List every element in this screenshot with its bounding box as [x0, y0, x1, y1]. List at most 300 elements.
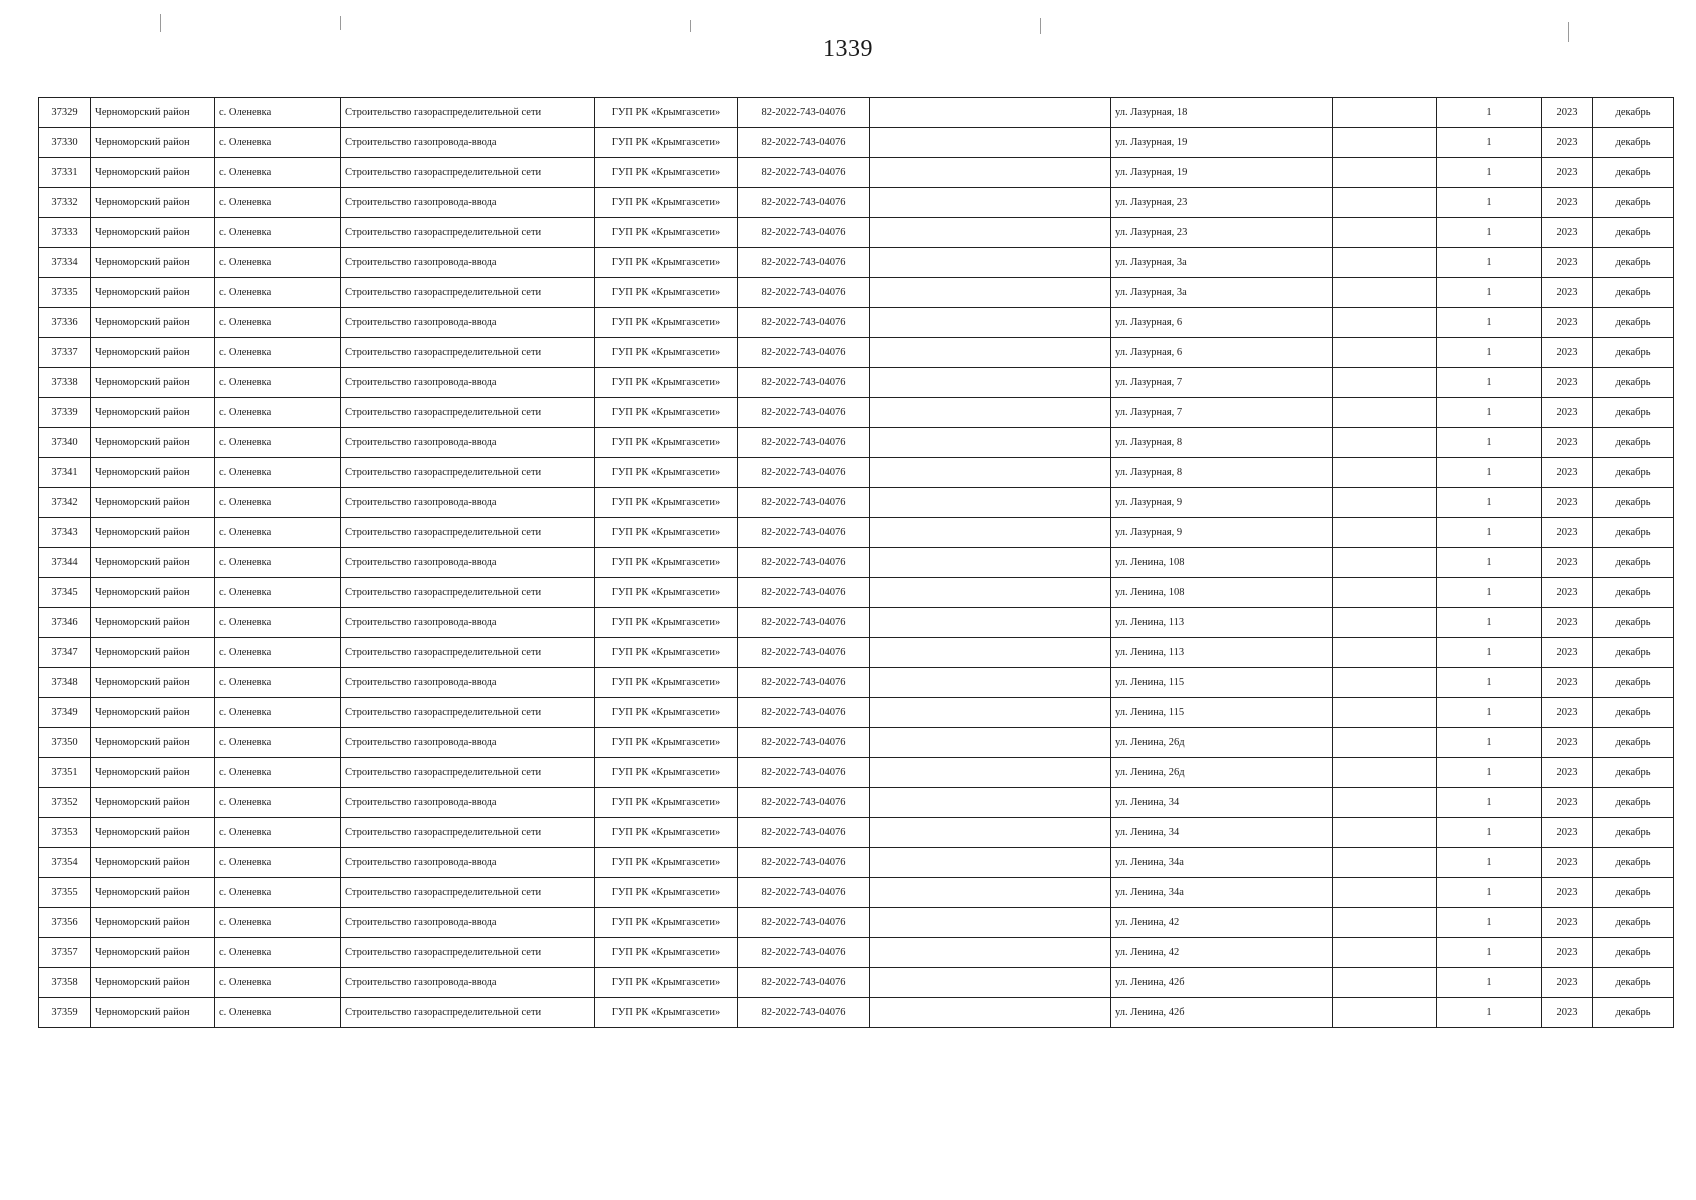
quantity-cell: 1: [1437, 938, 1542, 968]
month-cell: декабрь: [1593, 968, 1674, 998]
address-cell: ул. Лазурная, 18: [1111, 98, 1333, 128]
settlement-cell: с. Оленевка: [215, 608, 341, 638]
work-type-cell: Строительство газораспределительной сети: [341, 938, 595, 968]
address-cell: ул. Ленина, 108: [1111, 578, 1333, 608]
organization-cell: ГУП РК «Крымгазсети»: [595, 698, 738, 728]
project-code-cell: 82-2022-743-04076: [738, 518, 870, 548]
work-type-cell: Строительство газопровода-ввода: [341, 728, 595, 758]
address-cell: ул. Лазурная, 19: [1111, 128, 1333, 158]
address-cell: ул. Лазурная, 8: [1111, 428, 1333, 458]
year-cell: 2023: [1542, 818, 1593, 848]
district-cell: Черноморский район: [91, 518, 215, 548]
month-cell: декабрь: [1593, 488, 1674, 518]
year-cell: 2023: [1542, 338, 1593, 368]
work-type-cell: Строительство газопровода-ввода: [341, 668, 595, 698]
month-cell: декабрь: [1593, 548, 1674, 578]
address-cell: ул. Лазурная, 7: [1111, 398, 1333, 428]
year-cell: 2023: [1542, 248, 1593, 278]
year-cell: 2023: [1542, 458, 1593, 488]
settlement-cell: с. Оленевка: [215, 818, 341, 848]
row-number: 37341: [39, 458, 91, 488]
work-type-cell: Строительство газораспределительной сети: [341, 578, 595, 608]
project-code-cell: 82-2022-743-04076: [738, 308, 870, 338]
month-cell: декабрь: [1593, 158, 1674, 188]
quantity-cell: 1: [1437, 668, 1542, 698]
empty-cell: [870, 728, 1111, 758]
row-number: 37358: [39, 968, 91, 998]
address-cell: ул. Ленина, 42: [1111, 938, 1333, 968]
row-number: 37334: [39, 248, 91, 278]
row-number: 37330: [39, 128, 91, 158]
empty-cell: [1333, 128, 1437, 158]
row-number: 37333: [39, 218, 91, 248]
month-cell: декабрь: [1593, 428, 1674, 458]
month-cell: декабрь: [1593, 788, 1674, 818]
settlement-cell: с. Оленевка: [215, 368, 341, 398]
settlement-cell: с. Оленевка: [215, 998, 341, 1028]
row-number: 37351: [39, 758, 91, 788]
address-cell: ул. Лазурная, 23: [1111, 218, 1333, 248]
year-cell: 2023: [1542, 758, 1593, 788]
project-code-cell: 82-2022-743-04076: [738, 128, 870, 158]
table-row: [39, 998, 1674, 1028]
organization-cell: ГУП РК «Крымгазсети»: [595, 308, 738, 338]
organization-cell: ГУП РК «Крымгазсети»: [595, 488, 738, 518]
settlement-cell: с. Оленевка: [215, 728, 341, 758]
empty-cell: [870, 188, 1111, 218]
settlement-cell: с. Оленевка: [215, 968, 341, 998]
quantity-cell: 1: [1437, 158, 1542, 188]
table-row: [39, 248, 1674, 278]
settlement-cell: с. Оленевка: [215, 338, 341, 368]
table-row: [39, 278, 1674, 308]
table-row: [39, 968, 1674, 998]
empty-cell: [1333, 458, 1437, 488]
quantity-cell: 1: [1437, 758, 1542, 788]
organization-cell: ГУП РК «Крымгазсети»: [595, 878, 738, 908]
organization-cell: ГУП РК «Крымгазсети»: [595, 398, 738, 428]
address-cell: ул. Лазурная, 3а: [1111, 248, 1333, 278]
work-type-cell: Строительство газопровода-ввода: [341, 188, 595, 218]
settlement-cell: с. Оленевка: [215, 458, 341, 488]
empty-cell: [870, 218, 1111, 248]
table-row: [39, 308, 1674, 338]
table-row: [39, 938, 1674, 968]
empty-cell: [870, 998, 1111, 1028]
year-cell: 2023: [1542, 938, 1593, 968]
year-cell: 2023: [1542, 878, 1593, 908]
project-code-cell: 82-2022-743-04076: [738, 788, 870, 818]
row-number: 37345: [39, 578, 91, 608]
organization-cell: ГУП РК «Крымгазсети»: [595, 818, 738, 848]
empty-cell: [870, 98, 1111, 128]
organization-cell: ГУП РК «Крымгазсети»: [595, 638, 738, 668]
empty-cell: [870, 878, 1111, 908]
row-number: 37344: [39, 548, 91, 578]
district-cell: Черноморский район: [91, 998, 215, 1028]
empty-cell: [1333, 428, 1437, 458]
district-cell: Черноморский район: [91, 668, 215, 698]
empty-cell: [1333, 338, 1437, 368]
empty-cell: [870, 428, 1111, 458]
quantity-cell: 1: [1437, 878, 1542, 908]
row-number: 37338: [39, 368, 91, 398]
month-cell: декабрь: [1593, 308, 1674, 338]
quantity-cell: 1: [1437, 818, 1542, 848]
month-cell: декабрь: [1593, 998, 1674, 1028]
empty-cell: [870, 938, 1111, 968]
empty-cell: [870, 848, 1111, 878]
address-cell: ул. Лазурная, 7: [1111, 368, 1333, 398]
empty-cell: [1333, 848, 1437, 878]
month-cell: декабрь: [1593, 578, 1674, 608]
district-cell: Черноморский район: [91, 548, 215, 578]
empty-cell: [1333, 368, 1437, 398]
table-row: [39, 488, 1674, 518]
project-code-cell: 82-2022-743-04076: [738, 278, 870, 308]
project-code-cell: 82-2022-743-04076: [738, 248, 870, 278]
address-cell: ул. Лазурная, 9: [1111, 518, 1333, 548]
settlement-cell: с. Оленевка: [215, 428, 341, 458]
organization-cell: ГУП РК «Крымгазсети»: [595, 218, 738, 248]
organization-cell: ГУП РК «Крымгазсети»: [595, 758, 738, 788]
year-cell: 2023: [1542, 668, 1593, 698]
work-type-cell: Строительство газораспределительной сети: [341, 98, 595, 128]
empty-cell: [1333, 908, 1437, 938]
row-number: 37346: [39, 608, 91, 638]
work-type-cell: Строительство газопровода-ввода: [341, 848, 595, 878]
empty-cell: [1333, 728, 1437, 758]
empty-cell: [870, 578, 1111, 608]
organization-cell: ГУП РК «Крымгазсети»: [595, 368, 738, 398]
organization-cell: ГУП РК «Крымгазсети»: [595, 848, 738, 878]
organization-cell: ГУП РК «Крымгазсети»: [595, 98, 738, 128]
work-type-cell: Строительство газораспределительной сети: [341, 518, 595, 548]
district-cell: Черноморский район: [91, 218, 215, 248]
project-code-cell: 82-2022-743-04076: [738, 488, 870, 518]
address-cell: ул. Ленина, 42б: [1111, 998, 1333, 1028]
row-number: 37343: [39, 518, 91, 548]
work-type-cell: Строительство газораспределительной сети: [341, 278, 595, 308]
month-cell: декабрь: [1593, 728, 1674, 758]
empty-cell: [870, 518, 1111, 548]
quantity-cell: 1: [1437, 608, 1542, 638]
empty-cell: [1333, 158, 1437, 188]
empty-cell: [870, 818, 1111, 848]
organization-cell: ГУП РК «Крымгазсети»: [595, 188, 738, 218]
organization-cell: ГУП РК «Крымгазсети»: [595, 608, 738, 638]
table-row: [39, 458, 1674, 488]
month-cell: декабрь: [1593, 668, 1674, 698]
row-number: 37329: [39, 98, 91, 128]
month-cell: декабрь: [1593, 218, 1674, 248]
empty-cell: [870, 308, 1111, 338]
work-type-cell: Строительство газопровода-ввода: [341, 488, 595, 518]
settlement-cell: с. Оленевка: [215, 578, 341, 608]
empty-cell: [870, 398, 1111, 428]
empty-cell: [1333, 938, 1437, 968]
work-type-cell: Строительство газопровода-ввода: [341, 128, 595, 158]
table-row: [39, 908, 1674, 938]
row-number: 37342: [39, 488, 91, 518]
address-cell: ул. Ленина, 26д: [1111, 728, 1333, 758]
project-code-cell: 82-2022-743-04076: [738, 218, 870, 248]
table-row: [39, 128, 1674, 158]
year-cell: 2023: [1542, 518, 1593, 548]
address-cell: ул. Ленина, 34: [1111, 818, 1333, 848]
organization-cell: ГУП РК «Крымгазсети»: [595, 548, 738, 578]
month-cell: декабрь: [1593, 938, 1674, 968]
month-cell: декабрь: [1593, 848, 1674, 878]
month-cell: декабрь: [1593, 878, 1674, 908]
empty-cell: [870, 458, 1111, 488]
year-cell: 2023: [1542, 908, 1593, 938]
row-number: 37355: [39, 878, 91, 908]
district-cell: Черноморский район: [91, 158, 215, 188]
empty-cell: [870, 788, 1111, 818]
work-type-cell: Строительство газопровода-ввода: [341, 428, 595, 458]
row-number: 37335: [39, 278, 91, 308]
project-code-cell: 82-2022-743-04076: [738, 548, 870, 578]
address-cell: ул. Ленина, 113: [1111, 608, 1333, 638]
month-cell: декабрь: [1593, 608, 1674, 638]
project-code-cell: 82-2022-743-04076: [738, 368, 870, 398]
scan-artifact: [160, 14, 161, 32]
scan-artifact: [690, 20, 691, 32]
work-type-cell: Строительство газопровода-ввода: [341, 248, 595, 278]
work-type-cell: Строительство газораспределительной сети: [341, 218, 595, 248]
month-cell: декабрь: [1593, 638, 1674, 668]
row-number: 37354: [39, 848, 91, 878]
work-type-cell: Строительство газопровода-ввода: [341, 908, 595, 938]
settlement-cell: с. Оленевка: [215, 758, 341, 788]
organization-cell: ГУП РК «Крымгазсети»: [595, 158, 738, 188]
row-number: 37359: [39, 998, 91, 1028]
settlement-cell: с. Оленевка: [215, 938, 341, 968]
settlement-cell: с. Оленевка: [215, 638, 341, 668]
district-cell: Черноморский район: [91, 368, 215, 398]
year-cell: 2023: [1542, 608, 1593, 638]
address-cell: ул. Ленина, 115: [1111, 668, 1333, 698]
table-row: [39, 98, 1674, 128]
settlement-cell: с. Оленевка: [215, 878, 341, 908]
table-row: [39, 668, 1674, 698]
project-code-cell: 82-2022-743-04076: [738, 578, 870, 608]
row-number: 37353: [39, 818, 91, 848]
empty-cell: [1333, 638, 1437, 668]
settlement-cell: с. Оленевка: [215, 788, 341, 818]
empty-cell: [1333, 758, 1437, 788]
settlement-cell: с. Оленевка: [215, 908, 341, 938]
month-cell: декабрь: [1593, 818, 1674, 848]
quantity-cell: 1: [1437, 188, 1542, 218]
empty-cell: [870, 548, 1111, 578]
district-cell: Черноморский район: [91, 248, 215, 278]
empty-cell: [1333, 518, 1437, 548]
project-code-cell: 82-2022-743-04076: [738, 668, 870, 698]
district-cell: Черноморский район: [91, 488, 215, 518]
district-cell: Черноморский район: [91, 128, 215, 158]
row-number: 37356: [39, 908, 91, 938]
empty-cell: [870, 278, 1111, 308]
year-cell: 2023: [1542, 218, 1593, 248]
address-cell: ул. Ленина, 42б: [1111, 968, 1333, 998]
row-number: 37336: [39, 308, 91, 338]
district-cell: Черноморский район: [91, 398, 215, 428]
row-number: 37340: [39, 428, 91, 458]
table-row: [39, 428, 1674, 458]
table-row: [39, 578, 1674, 608]
project-code-cell: 82-2022-743-04076: [738, 908, 870, 938]
district-cell: Черноморский район: [91, 98, 215, 128]
quantity-cell: 1: [1437, 728, 1542, 758]
empty-cell: [1333, 878, 1437, 908]
empty-cell: [1333, 308, 1437, 338]
table-row: [39, 608, 1674, 638]
table-row: [39, 398, 1674, 428]
month-cell: декабрь: [1593, 278, 1674, 308]
year-cell: 2023: [1542, 578, 1593, 608]
work-type-cell: Строительство газораспределительной сети: [341, 818, 595, 848]
project-code-cell: 82-2022-743-04076: [738, 968, 870, 998]
quantity-cell: 1: [1437, 998, 1542, 1028]
quantity-cell: 1: [1437, 128, 1542, 158]
district-cell: Черноморский район: [91, 728, 215, 758]
address-cell: ул. Ленина, 108: [1111, 548, 1333, 578]
quantity-cell: 1: [1437, 908, 1542, 938]
work-type-cell: Строительство газораспределительной сети: [341, 638, 595, 668]
district-cell: Черноморский район: [91, 968, 215, 998]
district-cell: Черноморский район: [91, 878, 215, 908]
address-cell: ул. Лазурная, 23: [1111, 188, 1333, 218]
work-type-cell: Строительство газораспределительной сети: [341, 398, 595, 428]
year-cell: 2023: [1542, 428, 1593, 458]
year-cell: 2023: [1542, 158, 1593, 188]
settlement-cell: с. Оленевка: [215, 668, 341, 698]
settlement-cell: с. Оленевка: [215, 158, 341, 188]
table-row: [39, 158, 1674, 188]
project-code-cell: 82-2022-743-04076: [738, 428, 870, 458]
empty-cell: [1333, 278, 1437, 308]
project-code-cell: 82-2022-743-04076: [738, 98, 870, 128]
empty-cell: [1333, 998, 1437, 1028]
project-code-cell: 82-2022-743-04076: [738, 758, 870, 788]
organization-cell: ГУП РК «Крымгазсети»: [595, 338, 738, 368]
year-cell: 2023: [1542, 698, 1593, 728]
month-cell: декабрь: [1593, 128, 1674, 158]
empty-cell: [870, 488, 1111, 518]
month-cell: декабрь: [1593, 398, 1674, 428]
table-row: [39, 788, 1674, 818]
row-number: 37339: [39, 398, 91, 428]
table-row: [39, 878, 1674, 908]
address-cell: ул. Ленина, 26д: [1111, 758, 1333, 788]
organization-cell: ГУП РК «Крымгазсети»: [595, 668, 738, 698]
empty-cell: [1333, 818, 1437, 848]
year-cell: 2023: [1542, 848, 1593, 878]
row-number: 37348: [39, 668, 91, 698]
table-row: [39, 818, 1674, 848]
organization-cell: ГУП РК «Крымгазсети»: [595, 518, 738, 548]
year-cell: 2023: [1542, 308, 1593, 338]
empty-cell: [1333, 788, 1437, 818]
project-code-cell: 82-2022-743-04076: [738, 188, 870, 218]
empty-cell: [1333, 968, 1437, 998]
year-cell: 2023: [1542, 548, 1593, 578]
quantity-cell: 1: [1437, 548, 1542, 578]
project-code-cell: 82-2022-743-04076: [738, 698, 870, 728]
empty-cell: [1333, 488, 1437, 518]
work-type-cell: Строительство газопровода-ввода: [341, 788, 595, 818]
table-row: [39, 368, 1674, 398]
empty-cell: [870, 968, 1111, 998]
district-cell: Черноморский район: [91, 788, 215, 818]
quantity-cell: 1: [1437, 698, 1542, 728]
district-cell: Черноморский район: [91, 608, 215, 638]
empty-cell: [870, 158, 1111, 188]
district-cell: Черноморский район: [91, 638, 215, 668]
address-cell: ул. Ленина, 34а: [1111, 878, 1333, 908]
district-cell: Черноморский район: [91, 698, 215, 728]
empty-cell: [1333, 698, 1437, 728]
address-cell: ул. Лазурная, 19: [1111, 158, 1333, 188]
address-cell: ул. Лазурная, 9: [1111, 488, 1333, 518]
quantity-cell: 1: [1437, 98, 1542, 128]
work-type-cell: Строительство газопровода-ввода: [341, 968, 595, 998]
work-type-cell: Строительство газопровода-ввода: [341, 548, 595, 578]
row-number: 37357: [39, 938, 91, 968]
work-type-cell: Строительство газораспределительной сети: [341, 758, 595, 788]
year-cell: 2023: [1542, 968, 1593, 998]
work-type-cell: Строительство газопровода-ввода: [341, 308, 595, 338]
table-row: [39, 188, 1674, 218]
empty-cell: [870, 638, 1111, 668]
district-cell: Черноморский район: [91, 578, 215, 608]
month-cell: декабрь: [1593, 758, 1674, 788]
row-number: 37331: [39, 158, 91, 188]
scan-artifact: [1040, 18, 1041, 34]
district-cell: Черноморский район: [91, 938, 215, 968]
address-cell: ул. Ленина, 34: [1111, 788, 1333, 818]
table-row: [39, 548, 1674, 578]
organization-cell: ГУП РК «Крымгазсети»: [595, 788, 738, 818]
empty-cell: [870, 368, 1111, 398]
quantity-cell: 1: [1437, 848, 1542, 878]
work-type-cell: Строительство газораспределительной сети: [341, 998, 595, 1028]
settlement-cell: с. Оленевка: [215, 848, 341, 878]
settlement-cell: с. Оленевка: [215, 188, 341, 218]
page-number: 1339: [823, 36, 873, 62]
month-cell: декабрь: [1593, 98, 1674, 128]
project-code-cell: 82-2022-743-04076: [738, 728, 870, 758]
year-cell: 2023: [1542, 128, 1593, 158]
district-cell: Черноморский район: [91, 338, 215, 368]
settlement-cell: с. Оленевка: [215, 308, 341, 338]
district-cell: Черноморский район: [91, 758, 215, 788]
work-type-cell: Строительство газораспределительной сети: [341, 698, 595, 728]
month-cell: декабрь: [1593, 908, 1674, 938]
organization-cell: ГУП РК «Крымгазсети»: [595, 728, 738, 758]
month-cell: декабрь: [1593, 458, 1674, 488]
address-cell: ул. Лазурная, 3а: [1111, 278, 1333, 308]
settlement-cell: с. Оленевка: [215, 248, 341, 278]
address-cell: ул. Лазурная, 8: [1111, 458, 1333, 488]
settlement-cell: с. Оленевка: [215, 128, 341, 158]
table-row: [39, 638, 1674, 668]
quantity-cell: 1: [1437, 518, 1542, 548]
empty-cell: [870, 698, 1111, 728]
month-cell: декабрь: [1593, 338, 1674, 368]
